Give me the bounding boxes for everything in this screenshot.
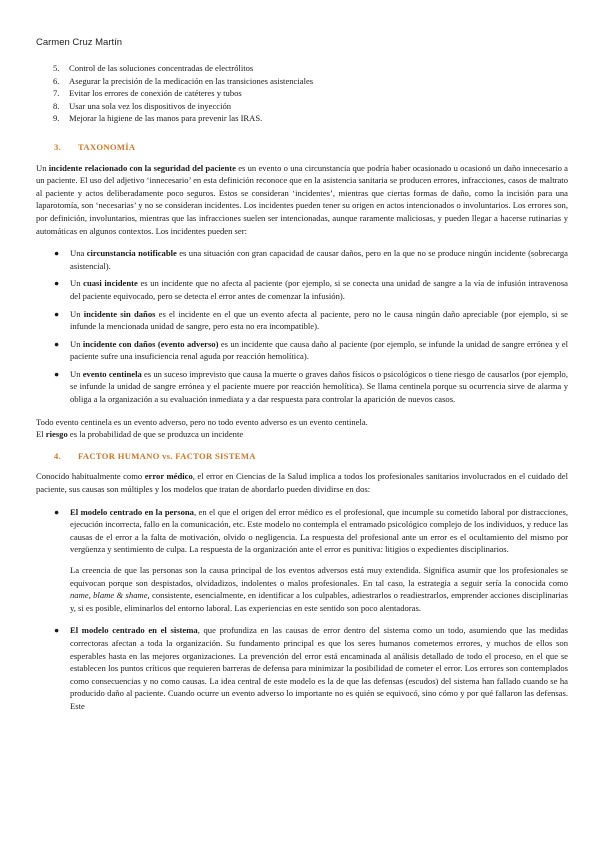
list-item: 8. Usar una sola vez los dispositivos de inyección (53, 100, 232, 111)
list-item: 6. Asegurar la precisión de la medicación en las transiciones asistenciales (53, 75, 314, 86)
section-heading-factor: 4. FACTOR HUMANO vs. FACTOR SISTEMA (54, 450, 256, 461)
document-author: Carmen Cruz Martín (36, 37, 123, 48)
list-item: ● El modelo centrado en la persona, en el que el origen del error médico es el profesional, que incumple su cometido laboral por distracciones, ejecución incorrecta, fallo en la comunicación, etc. Este modelo no contempla el entramado psicológico complejo de los individuos, y reduce las causas de el error a la falta de motivación, olvido o negligencia. La respuesta del profesional ante un error es el ocultamiento del mismo por vergüenza y sentimiento de culpa. La respuesta de la organización ante el error es punitiva: litigios o expedientes disciplinarios. (54, 506, 568, 555)
list-item: ● Una circunstancia notificable es una situación con gran capacidad de causar daños, pero en la que no se produce ningún incidente (sobrecarga asistencial). (54, 248, 568, 271)
list-item: ● Un incidente con daños (evento adverso) es un incidente que causa daño al paciente (por ejemplo, se infunde la unidad de sangre errónea y el paciente sufre una insuficiencia renal aguda por reacción hemolítica). (54, 338, 568, 362)
models-list-2 (36, 624, 568, 712)
risk-definition: El riesgo es la probabilidad de que se produzca un incidente (36, 429, 244, 440)
bullet-icon: ● (54, 248, 60, 259)
person-model-paragraph: La creencia de que las personas son la causa principal de los eventos adversos está muy extendida. Significa asumir que los profesionales se equivocan porque son despistados, olvidadizos, indolentes o malos profesionales. En tal caso, la estrategia a seguir sería la conocida como name, blame & shame, consistente, esencialmente, en identificar a los culpables, adiestrarlos o readiestrarlos, emprender acciones disciplinarias y, si es posible, eliminarlos del entorno laboral. Las experiencias en este sentido son poco alentadoras. (70, 565, 568, 613)
list-item: ● Un incidente sin daños es el incidente en el que un evento afecta al paciente, pero no le causa ningún daño apreciable (por ejemplo, si se infunde la mencionada unidad de sangre, pero esta no era incompatible). (54, 308, 568, 332)
bullet-icon: ● (54, 278, 60, 289)
models-list (36, 506, 568, 556)
list-item: 9. Mejorar la higiene de las manos para prevenir las IRAS. (53, 113, 263, 124)
bullet-icon: ● (54, 338, 60, 349)
list-item: ● Un evento centinela es un suceso imprevisto que causa la muerte o graves daños físicos o psicológicos o tiene riesgo de causarlos (por ejemplo, se infunde la unidad de sangre errónea y el paciente muere por reacción hemolítica). Se llama centinela porque su ocurrencia sirve de alarma y obliga a la organización a su evaluación inmediata y a dar respuesta para controlar la aparición de nuevos casos. (54, 368, 569, 405)
list-item: ● Un cuasi incidente es un incidente que no afecta al paciente (por ejemplo, si se conecta una unidad de sangre a la vía de infusión intravenosa del paciente equivocado, pero se detecta el error antes de comenzar la infusión). (54, 278, 568, 301)
bullet-icon: ● (54, 308, 60, 319)
list-item: 7. Evitar los errores de conexión de catéteres y tubos (53, 88, 242, 99)
bullet-icon: ● (54, 368, 60, 379)
list-item: 5. Control de las soluciones concentradas de electrólitos (53, 63, 254, 73)
bullet-icon: ● (54, 625, 60, 636)
document-body (36, 62, 568, 723)
factor-intro: Conocido habitualmente como error médico, el error en Ciencias de la Salud implica a todos los profesionales sanitarios involucrados en el cuidado del paciente, sus causas son múltiples y los modelos que tratan de abordarlo pueden dividirse en dos: (36, 471, 568, 495)
closing-line: Todo evento centinela es un evento adverso, pero no todo evento adverso es un evento centinela. (36, 416, 368, 427)
taxonomia-intro: Un incidente relacionado con la seguridad del paciente es un evento o una circunstancia que podría haber ocasionado u ocasionó un daño innecesario a un paciente. El uso del adjetivo ‘innecesario’ en esta definición reconoce que en la asistencia sanitaria se producen errores, infracciones, casos de maltrato al paciente y actos deliberadamente poco seguros. Estos se consideran ‘incidentes’, mientras que ciertas formas de daño, como la incisión para una laparotomía, son ‘necesarias’ y no se consideran incidentes. Los incidentes pueden tener su origen en actos intencionados o involuntarios. Los errores son, por definición, involuntarios, mientras que las infracciones suelen ser intencionadas, aunque raramente maliciosas, y pueden llegar a hacerse rutinarias y automáticas en algunos contextos. Los incidentes pueden ser: (36, 162, 568, 236)
numbered-list (53, 62, 568, 125)
incident-types-list (36, 247, 568, 406)
list-item: ● El modelo centrado en el sistema, que profundiza en las causas de error dentro del sistema como un todo, asumiendo que las medidas correctoras afectan a toda la organización. Su fundamento principal es que los seres humanos cometemos errores, y muchos de ellos son esperables hasta en las mejores organizaciones. La prevención del error está encaminada al análisis detallado de todo el proceso, en el que se establecen los puntos críticos que requieren barreras de defensa para minimizar la posibilidad de cometer el error. Los errores son contemplados como consecuencias y no como causas. La idea central de este modelo es la de que las defensas (escudos) del sistema han fallado cuando se ha producido daño al paciente. Cuando ocurre un evento adverso lo importante no es quién se equivocó, sino cómo y por qué fallaron las defensas. Este (54, 625, 568, 711)
bullet-icon: ● (54, 506, 60, 517)
section-heading-taxonomia: 3. TAXONOMÍA (54, 141, 136, 152)
